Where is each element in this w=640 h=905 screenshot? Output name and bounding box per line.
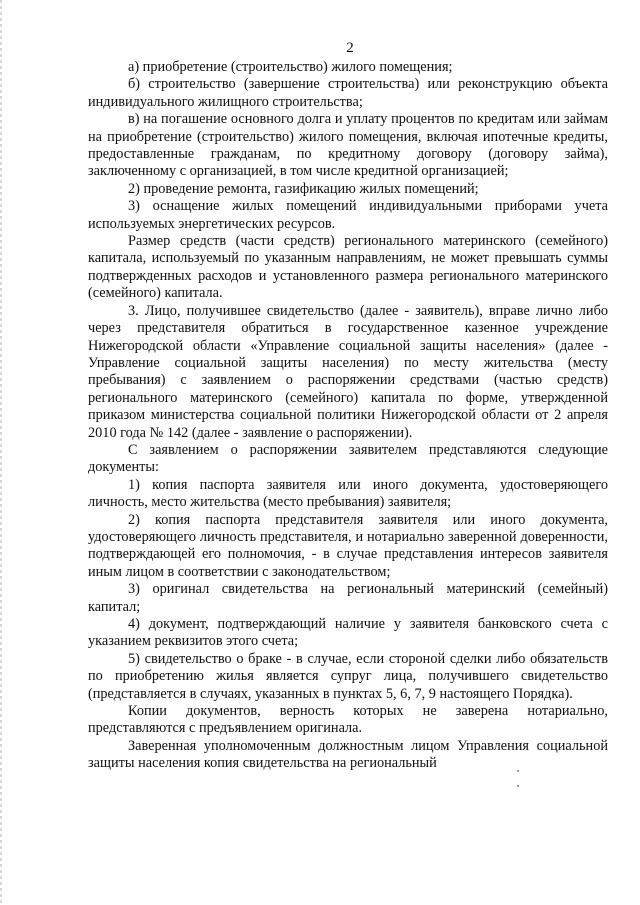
paragraph-doc-4: 4) документ, подтверждающий наличие у заявителя банковского счета с указанием реквизитов этого счета;	[88, 616, 608, 650]
paragraph-doc-5: 5) свидетельство о браке - в случае, если стороной сделки либо обязательств по приобретению жилья является супруг лица, получившего свидетельство (представляется в случаях, указанных в пунктах 5, 6, 7, 9 настоящего Порядка).	[88, 650, 608, 702]
paragraph-documents-intro: С заявлением о распоряжении заявителем представляются следующие документы:	[88, 441, 608, 476]
paragraph-doc-3: 3) оригинал свидетельства на региональный материнский (семейный) капитал;	[88, 581, 608, 615]
scan-left-edge	[0, 0, 2, 905]
paragraph-doc-1: 1) копия паспорта заявителя или иного документа, удостоверяющего личность, место жительства (место пребывания) заявителя;	[88, 476, 608, 511]
paragraph-copies: Копии документов, верность которых не заверена нотариально, представляются с предъявлением оригинала.	[88, 703, 608, 737]
paragraph-item-v: в) на погашение основного долга и уплату процентов по кредитам или займам на приобретение (строительство) жилого помещения, включая ипотечные кредиты, предоставленные гражданам, по кредитному договору (договору займа), заключенному с организацией, в том числе кредитной организацией;	[88, 111, 608, 180]
paragraph-certified-copy: Заверенная уполномоченным должностным лицом Управления социальной защиты населения копия свидетельства на региональный	[88, 737, 608, 772]
document-body	[88, 59, 608, 773]
scan-speck	[517, 770, 519, 772]
paragraph-section-3: 3. Лицо, получившее свидетельство (далее - заявитель), вправе лично либо через представителя обратиться в государственное казенное учреждение Нижегородской области «Управление социальной защиты населения» (далее - Управление социальной защиты населения) по месту жительства (месту пребывания) с заявлением о распоряжении средствами (частью средств) регионального материнского (семейного) капитала по форме, утвержденной приказом министерства социальной политики Нижегородской области от 2 апреля 2010 года № 142 (далее - заявление о распоряжении).	[88, 302, 608, 441]
paragraph-item-b: б) строительство (завершение строительства) или реконструкцию объекта индивидуального жилищного строительства;	[88, 76, 608, 110]
paragraph-capital-size: Размер средств (части средств) регионального материнского (семейного) капитала, используемый по указанным направлениям, не может превышать суммы подтвержденных расходов и установленного размера регионального материнского (семейного) капитала.	[88, 233, 608, 302]
paragraph-doc-2: 2) копия паспорта представителя заявителя или иного документа, удостоверяющего личность представителя, и нотариально заверенной доверенности, подтверждающей его полномочия, - в случае представления интересов заявителя иным лицом в соответствии с законодательством;	[88, 511, 608, 580]
paragraph-item-2: 2) проведение ремонта, газификацию жилых помещений;	[128, 180, 479, 197]
paragraph-item-3: 3) оснащение жилых помещений индивидуальными приборами учета используемых энергетических ресурсов.	[88, 198, 608, 232]
page-number: 2	[346, 40, 354, 56]
scan-speck	[517, 785, 519, 787]
paragraph-item-a: а) приобретение (строительство) жилого помещения;	[128, 59, 453, 75]
